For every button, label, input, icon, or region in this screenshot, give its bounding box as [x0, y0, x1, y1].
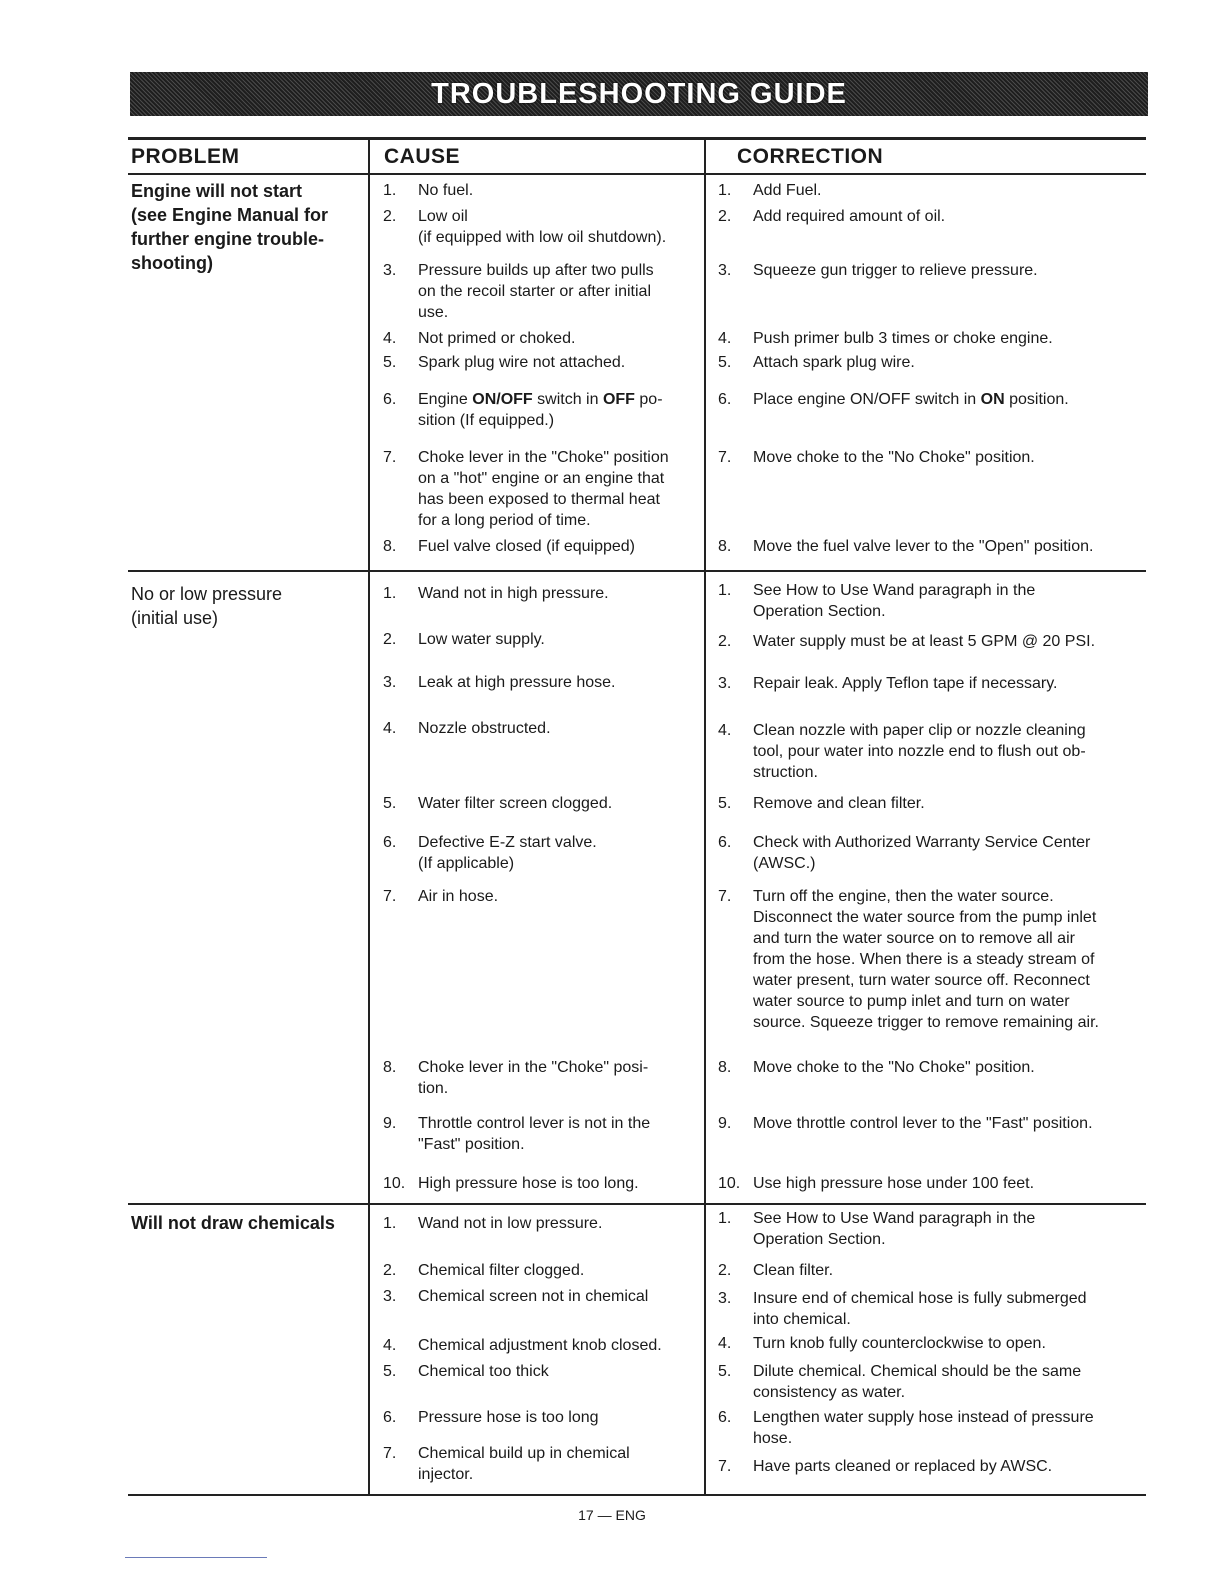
- problem-no-or-low-pressure: No or low pressure (initial use): [131, 584, 283, 628]
- problem-header: PROBLEM: [131, 145, 240, 168]
- cause-item: 3. Chemical screen not in chemical: [383, 1288, 649, 1305]
- cause-item: 8. Choke lever in the "Choke" posi- tion.: [383, 1059, 649, 1097]
- header-top-rule: [128, 137, 1146, 140]
- section-divider-1: [128, 570, 1146, 572]
- cause-item: 7. Air in hose.: [383, 888, 499, 905]
- correction-header: CORRECTION: [737, 145, 884, 168]
- page-number: 17 — ENG: [578, 1507, 646, 1523]
- title-banner: [130, 72, 1148, 116]
- correction-item: 3. Insure end of chemical hose is fully submerged into chemical.: [718, 1290, 1087, 1328]
- correction-item: 6. Lengthen water supply hose instead of pressure hose.: [718, 1409, 1094, 1447]
- correction-item: 2. Clean filter.: [718, 1262, 834, 1279]
- correction-item: 6. Place engine ON/OFF switch in ON position.: [718, 391, 1069, 408]
- cause-item: 1. Wand not in high pressure.: [383, 585, 609, 602]
- correction-item: 7. Have parts cleaned or replaced by AWSC.: [718, 1458, 1053, 1475]
- cause-item: 5. Water filter screen clogged.: [383, 795, 613, 812]
- cause-item: 6. Engine ON/OFF switch in OFF po- sition (If equipped.): [383, 391, 663, 429]
- cause-item: 10. High pressure hose is too long.: [383, 1175, 639, 1192]
- bottom-link-underline: [125, 1557, 267, 1558]
- correction-item: 1. See How to Use Wand paragraph in the Operation Section.: [718, 582, 1036, 620]
- cause-item: 2. Low oil (if equipped with low oil shutdown).: [383, 208, 667, 246]
- cause-item: 3. Pressure builds up after two pulls on the recoil starter or after initial use.: [383, 262, 654, 321]
- problem-will-not-draw-chemicals: Will not draw chemicals: [131, 1213, 335, 1233]
- table-bottom-rule: [128, 1494, 1146, 1496]
- cause-item: 4. Chemical adjustment knob closed.: [383, 1337, 662, 1354]
- correction-item: 2. Water supply must be at least 5 GPM @ 20 PSI.: [718, 633, 1096, 650]
- cause-item: 3. Leak at high pressure hose.: [383, 674, 616, 691]
- cause-item: 2. Low water supply.: [383, 631, 545, 648]
- correction-item: 1. Add Fuel.: [718, 182, 822, 199]
- cause-item: 1. No fuel.: [383, 182, 474, 199]
- cause-item: 5. Chemical too thick: [383, 1363, 549, 1380]
- cause-item: 1. Wand not in low pressure.: [383, 1215, 603, 1232]
- correction-item: 3. Repair leak. Apply Teflon tape if necessary.: [718, 675, 1058, 692]
- correction-item: 5. Attach spark plug wire.: [718, 354, 915, 371]
- correction-item: 5. Remove and clean filter.: [718, 795, 925, 812]
- cause-header: CAUSE: [384, 145, 461, 168]
- cause-column-rule: [368, 137, 370, 1496]
- correction-item: 1. See How to Use Wand paragraph in the Operation Section.: [718, 1210, 1036, 1248]
- correction-item: 3. Squeeze gun trigger to relieve pressure.: [718, 262, 1038, 279]
- cause-item: 7. Choke lever in the "Choke" position on a "hot" engine or an engine that has been exposed to thermal heat for a long period of time.: [383, 449, 669, 529]
- header-bottom-rule: [128, 173, 1146, 175]
- correction-item: 8. Move the fuel valve lever to the "Open" position.: [718, 538, 1094, 555]
- correction-item: 4. Push primer bulb 3 times or choke engine.: [718, 330, 1053, 347]
- correction-item: 4. Clean nozzle with paper clip or nozzle cleaning tool, pour water into nozzle end to flush out ob- struction.: [718, 722, 1086, 781]
- cause-item: 5. Spark plug wire not attached.: [383, 354, 626, 371]
- problem-engine-will-not-start: Engine will not start (see Engine Manual for further engine trouble- shooting): [131, 181, 329, 273]
- correction-item: 9. Move throttle control lever to the "Fast" position.: [718, 1115, 1093, 1132]
- cause-item: 4. Nozzle obstructed.: [383, 720, 551, 737]
- cause-item: 2. Chemical filter clogged.: [383, 1262, 585, 1279]
- correction-item: 4. Turn knob fully counterclockwise to open.: [718, 1335, 1046, 1352]
- cause-item: 9. Throttle control lever is not in the "Fast" position.: [383, 1115, 651, 1153]
- correction-item: 8. Move choke to the "No Choke" position.: [718, 1059, 1035, 1076]
- page-title: TROUBLESHOOTING GUIDE: [431, 77, 847, 110]
- correction-item: 6. Check with Authorized Warranty Service Center (AWSC.): [718, 834, 1091, 872]
- cause-item: 8. Fuel valve closed (if equipped): [383, 538, 636, 555]
- cause-item: 6. Pressure hose is too long: [383, 1409, 599, 1426]
- correction-item: 7. Turn off the engine, then the water source. Disconnect the water source from the pump inlet and turn the water source on to remove all air from the hose. When there is a steady stream of water present, turn water source off. Reconnect water source to pump inlet and turn on water source. Squeeze trigger to remove remaining air.: [718, 888, 1099, 1031]
- correction-item: 2. Add required amount of oil.: [718, 208, 946, 225]
- cause-item: 6. Defective E-Z start valve. (If applicable): [383, 834, 597, 872]
- correction-item: 10. Use high pressure hose under 100 feet.: [718, 1175, 1035, 1192]
- section-divider-2: [128, 1203, 1146, 1205]
- correction-item: 5. Dilute chemical. Chemical should be the same consistency as water.: [718, 1363, 1082, 1401]
- correction-item: 7. Move choke to the "No Choke" position.: [718, 449, 1035, 466]
- cause-item: 7. Chemical build up in chemical injector.: [383, 1445, 630, 1483]
- cause-item: 4. Not primed or choked.: [383, 330, 576, 347]
- correction-column-rule: [704, 137, 706, 1496]
